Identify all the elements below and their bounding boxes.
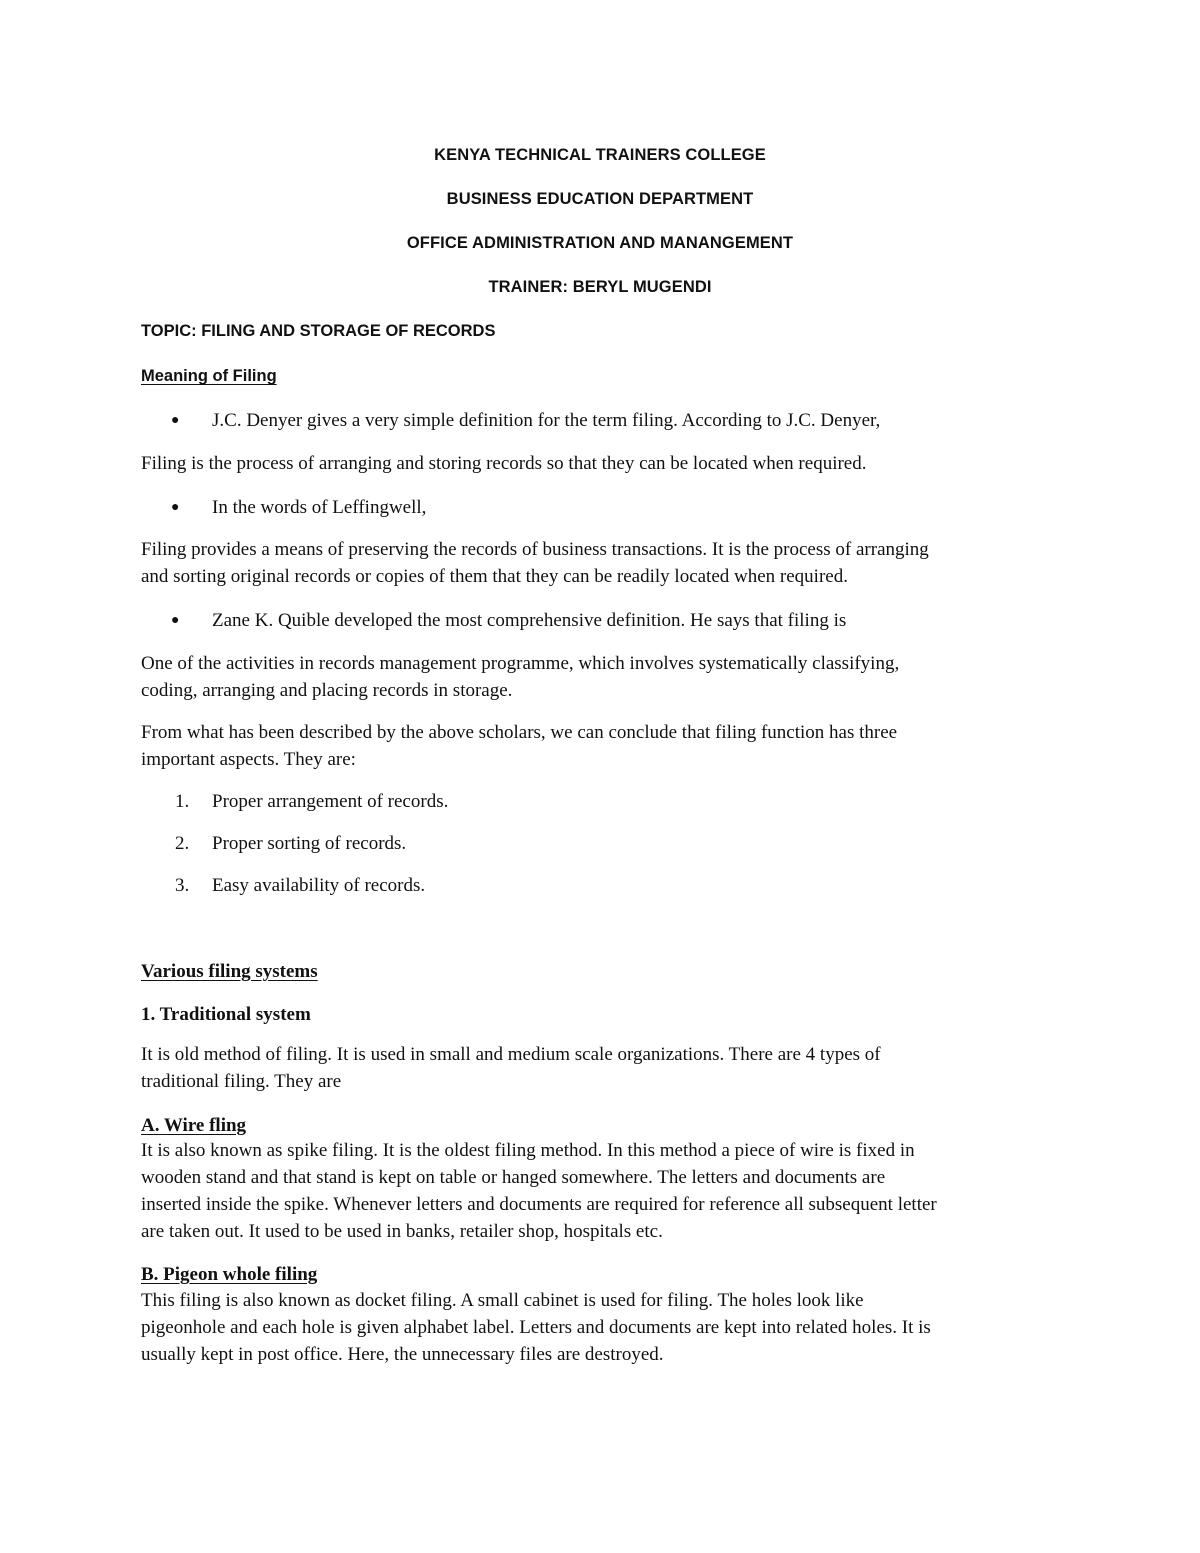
wire-filing-paragraph — [141, 1137, 1061, 1245]
traditional-heading: 1. Traditional system — [141, 1004, 311, 1025]
text-line: traditional filing. They are — [141, 1071, 342, 1092]
text-line: This filing is also known as docket filing. A small cabinet is used for filing. The holes look like — [141, 1290, 864, 1311]
meaning-heading: Meaning of Filing — [141, 367, 277, 385]
text-line: coding, arranging and placing records in storage. — [141, 680, 513, 701]
list-number: 3. — [175, 875, 190, 896]
text-line: and sorting original records or copies of them that they can be readily located when required. — [141, 566, 848, 587]
text-line: are taken out. It used to be used in banks, retailer shop, hospitals etc. — [141, 1221, 663, 1242]
department-title: BUSINESS EDUCATION DEPARTMENT — [446, 190, 754, 208]
bullet-text: J.C. Denyer gives a very simple definition for the term filing. According to J.C. Denyer, — [212, 410, 881, 431]
text-line: It is old method of filing. It is used in small and medium scale organizations. There are 4 types of — [141, 1044, 881, 1065]
bullet-icon: ● — [171, 613, 180, 628]
list-text: Proper sorting of records. — [212, 833, 407, 854]
list-number: 2. — [175, 833, 190, 854]
text-line: Filing provides a means of preserving the records of business transactions. It is the process of arranging — [141, 539, 929, 560]
text-line: inserted inside the spike. Whenever letters and documents are required for reference all subsequent letter — [141, 1194, 937, 1215]
definition-leffingwell — [141, 536, 1061, 590]
text-line: important aspects. They are: — [141, 749, 356, 770]
list-text: Easy availability of records. — [212, 875, 426, 896]
traditional-paragraph — [141, 1041, 1061, 1095]
pigeon-filing-heading: B. Pigeon whole filing — [141, 1264, 318, 1285]
course-title: OFFICE ADMINISTRATION AND MANANGEMENT — [406, 234, 794, 252]
definition-denyer: Filing is the process of arranging and storing records so that they can be located when required. — [141, 453, 867, 474]
wire-filing-heading: A. Wire fling — [141, 1115, 247, 1136]
list-number: 1. — [175, 791, 190, 812]
text-line: pigeonhole and each hole is given alphabet label. Letters and documents are kept into related holes. It is — [141, 1317, 931, 1338]
text-line: wooden stand and that stand is kept on table or hanged somewhere. The letters and documents are — [141, 1167, 886, 1188]
college-title: KENYA TECHNICAL TRAINERS COLLEGE — [434, 146, 766, 164]
conclusion-paragraph — [141, 719, 1061, 773]
text-line: usually kept in post office. Here, the unnecessary files are destroyed. — [141, 1344, 664, 1365]
bullet-icon: ● — [171, 500, 180, 515]
text-line: It is also known as spike filing. It is the oldest filing method. In this method a piece of wire is fixed in — [141, 1140, 915, 1161]
bullet-icon: ● — [171, 413, 180, 428]
text-line: One of the activities in records management programme, which involves systematically classifying, — [141, 653, 900, 674]
pigeon-filing-paragraph — [141, 1287, 1061, 1368]
topic-title: TOPIC: FILING AND STORAGE OF RECORDS — [141, 322, 496, 340]
bullet-text: In the words of Leffingwell, — [212, 497, 427, 518]
systems-heading: Various filing systems — [141, 961, 318, 982]
definition-quible — [141, 650, 1061, 704]
text-line: From what has been described by the above scholars, we can conclude that filing function has three — [141, 722, 898, 743]
bullet-text: Zane K. Quible developed the most comprehensive definition. He says that filing is — [212, 610, 847, 631]
list-text: Proper arrangement of records. — [212, 791, 449, 812]
trainer-name: TRAINER: BERYL MUGENDI — [488, 278, 712, 296]
